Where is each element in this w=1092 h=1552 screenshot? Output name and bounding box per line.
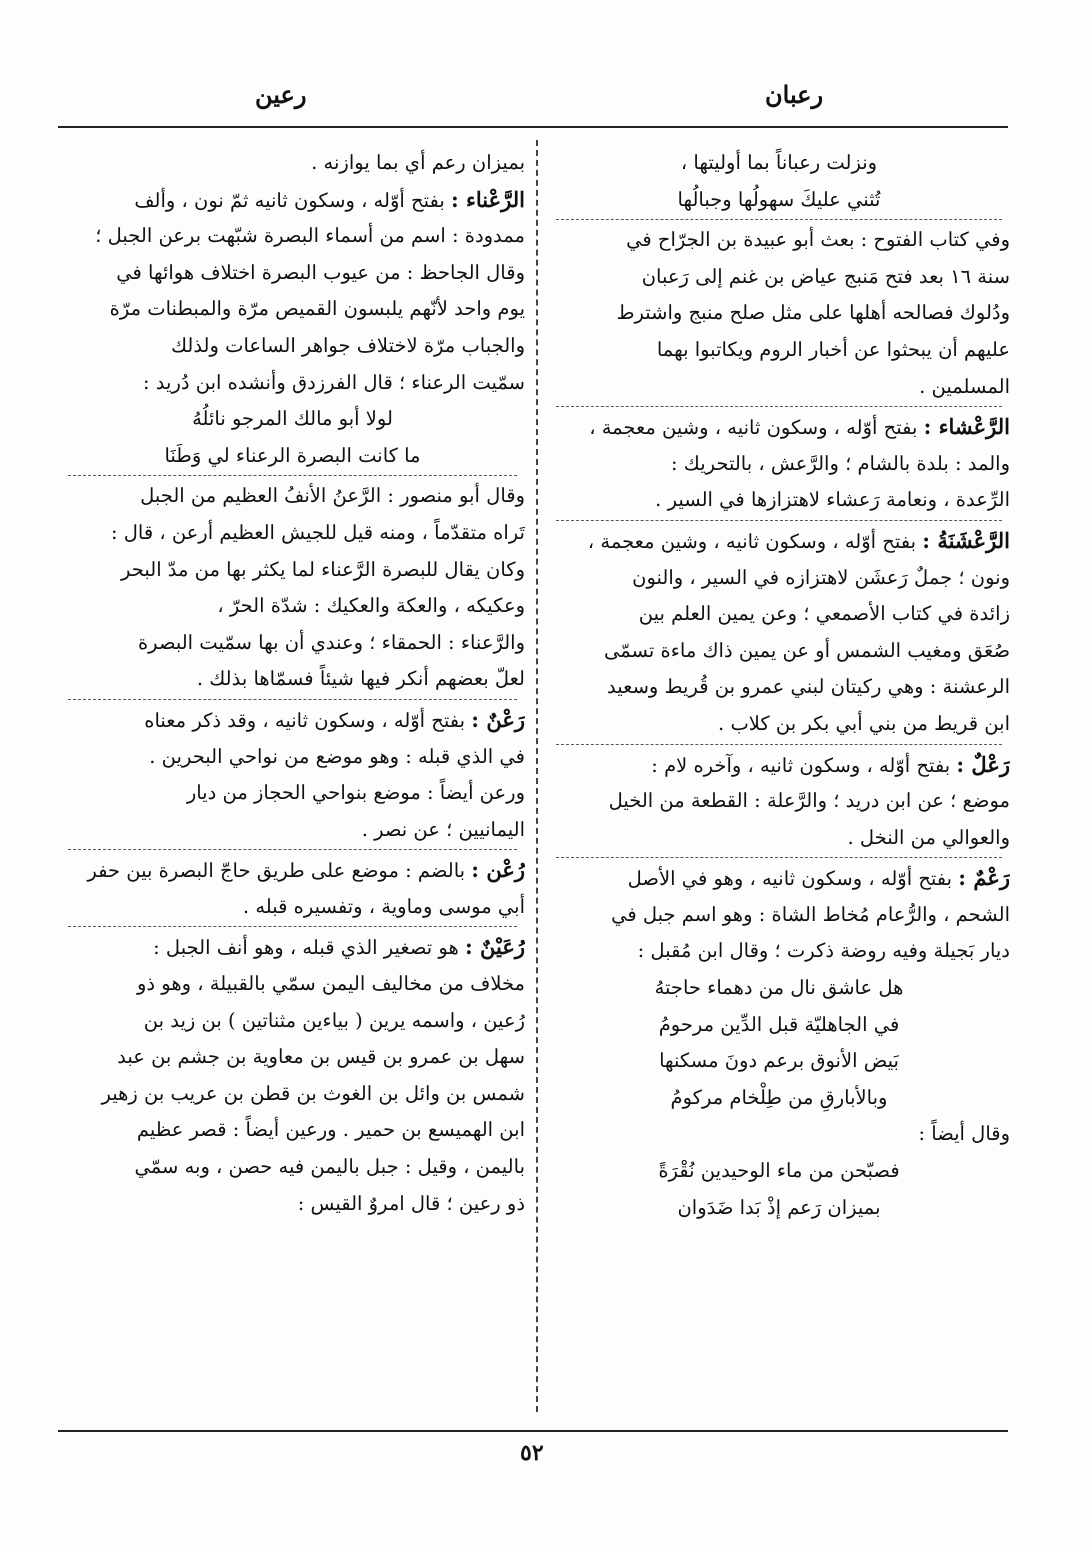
entry-separator — [556, 857, 1002, 858]
text-line: وقال أيضاً : — [918, 1122, 1010, 1146]
text-line: زائدة في كتاب الأصمعي ؛ وعن يمين العلم بين — [638, 602, 1010, 626]
entry-separator — [556, 406, 1002, 407]
text-line: ابن قريط من بني أبي بكر بن كلاب . — [718, 711, 1010, 735]
text-line: اليمانيين ؛ عن نصر . — [361, 817, 525, 841]
verse-line: وبالأبارقِ من طِلْخام مركومُ — [670, 1085, 888, 1109]
headword: الرَّعْناء : — [450, 186, 525, 212]
entry-raan: رَعْنٌ : بفتح أوّله ، وسكون ثانيه ، وقد ذكر معناه — [144, 706, 525, 732]
entry-raasha: الرَّعْشاء : بفتح أوّله ، وسكون ثانيه ، وشين معجمة ، — [589, 414, 1010, 440]
text-line: وكان يقال للبصرة الرَّعناء لما يكثر بها من مدّ البحر — [121, 557, 525, 581]
entry-separator — [556, 520, 1002, 521]
verse-line: ما كانت البصرة الرعناء لي وَطَنَا — [164, 443, 421, 467]
text-line: رُعين ، واسمه يرين ( بياءين مثناتين ) بن زيد بن — [143, 1008, 525, 1032]
header-rule — [58, 126, 1008, 128]
text-line: أبي موسى وماوية ، وتفسيره قبله . — [242, 894, 525, 918]
verse-line: تُثني عليكَ سهولُها وجبالُها — [677, 187, 881, 211]
text-line: سهل بن عمرو بن قيس بن معاوية بن جشم بن عبد — [117, 1045, 525, 1069]
verse-line: فصبّحن من ماء الوحيدين نُقْرَةً — [658, 1159, 900, 1183]
text-line: والمد : بلدة بالشام ؛ والرَّعش ، بالتحريك : — [671, 451, 1010, 475]
entry-raana: الرَّعْناء : بفتح أوّله ، وسكون ثانيه ثمّ نون ، وألف — [134, 186, 525, 212]
page-number: ٥٢ — [520, 1440, 544, 1466]
text-line: ونون ؛ جملٌ رَعشَن لاهتزازه في السير ، والنون — [632, 565, 1010, 589]
entry-separator — [556, 744, 1002, 745]
headword: رَعْمٌ : — [958, 865, 1010, 891]
text-line: ابن الهميسع بن حمير . ورعين أيضاً : قصر عظيم — [136, 1118, 525, 1142]
verse-line: بَيض الأنوق برعم دونَ مسكنها — [659, 1049, 899, 1073]
text-line: لعلّ بعضهم أنكر فيها شيئاً فسمّاها بذلك . — [196, 667, 525, 691]
text-line: والعوالي من النخل . — [847, 825, 1010, 849]
left-column — [60, 145, 525, 1222]
verse-line: ونزلت رعباناً بما أوليتها ، — [680, 151, 878, 174]
headword: رُعْن : — [471, 857, 525, 883]
headword: الرَّعْشاء : — [923, 414, 1010, 440]
text-line: صُعَق ومغيب الشمس أو عن يمين ذاك ماءة تسمّى — [603, 638, 1010, 662]
entry-separator — [556, 219, 1002, 220]
entry-ruan: رُعْن : بالضم : موضع على طريق حاجّ البصرة بين حفر — [87, 857, 525, 883]
page-header-right-title: رعبان — [765, 80, 824, 109]
text-line: باليمن ، وقيل : جبل باليمن فيه حصن ، وبه سمّي — [134, 1155, 525, 1179]
text-line: عليهم أن يبحثوا عن أخبار الروم ويكاتبوا بهما — [656, 337, 1010, 361]
right-column — [548, 145, 1010, 1226]
verse-line: في الجاهليّة قبل الدِّين مرحومُ — [658, 1012, 900, 1036]
text-line: الرِّعدة ، ونعامة رَعشاء لاهتزازها في السير . — [655, 488, 1010, 512]
text-line: ديار بَجيلة وفيه روضة ذكرت ؛ وقال ابن مُقبل : — [637, 939, 1010, 963]
text-line: الرعشنة : وهي ركيتان لبني عمرو بن قُريط وسعيد — [607, 675, 1010, 699]
text-line: والجباب مرّة لاختلاف جواهر الساعات ولذلك — [170, 333, 525, 357]
text-line: ذو رعين ؛ قال امروٌ القيس : — [297, 1191, 525, 1215]
text-line: موضع ؛ عن ابن دريد ؛ والرَّعلة : القطعة من الخيل — [608, 789, 1010, 813]
text-line: ورعن أيضاً : موضع بنواحي الحجاز من ديار — [186, 781, 525, 805]
entry-raashana: الرَّعْشَنَةُ : بفتح أوّله ، وسكون ثانيه ، وشين معجمة ، — [587, 527, 1010, 553]
column-divider — [536, 140, 538, 1412]
verse-line: بميزان رَعم إذْ بَدا ضَدَوان — [677, 1195, 881, 1219]
entry-separator — [68, 926, 517, 927]
headword: الرَّعْشَنَةُ : — [922, 527, 1010, 553]
text-line: وقال الجاحظ : من عيوب البصرة اختلاف هوائها في — [116, 260, 525, 284]
text-line: الشحم ، والرُّعام مُخاط الشاة : وهو اسم جبل في — [611, 902, 1010, 926]
text-line: بميزان رعم أي بما يوازنه . — [311, 151, 525, 174]
entry-separator — [68, 699, 517, 700]
text-line: سمّيت الرعناء ؛ قال الفرزدق وأنشده ابن دُريد : — [143, 370, 525, 394]
text-line: مخلاف من مخاليف اليمن سمّي بالقبيلة ، وهو ذو — [137, 972, 525, 996]
text-line: يوم واحد لأنّهم يلبسون القميص مرّة والمبطنات مرّة — [109, 297, 525, 321]
text-line: وقال أبو منصور : الرَّعنُ الأنفُ العظيم من الجبل — [140, 484, 525, 508]
headword: رَعْنٌ : — [471, 706, 525, 732]
verse-line: هل عاشق نال من دهماء حاجتهُ — [654, 976, 904, 1000]
text-line: ودُلوك فصالحه أهلها على مثل صلح منبج واشترط — [616, 301, 1010, 325]
text-line: سنة ١٦ بعد فتح مَنبج عياض بن غنم إلى رَعبان — [641, 264, 1010, 288]
text-line: المسلمين . — [919, 374, 1010, 398]
text-line: تَراه متقدّماً ، ومنه قيل للجيش العظيم أرعن ، قال : — [110, 520, 525, 544]
page-header-left-title: رعين — [255, 80, 307, 109]
verse-line: لولا أبو مالك المرجو نائلُهُ — [192, 407, 393, 431]
entry-raal: رَعْلٌ : بفتح أوّله ، وسكون ثانيه ، وآخره لام : — [651, 751, 1010, 777]
text-line: ممدودة : اسم من أسماء البصرة شبّهت برعن الجبل ؛ — [95, 224, 525, 248]
text-line: وفي كتاب الفتوح : بعث أبو عبيدة بن الجرّاح في — [626, 228, 1010, 252]
text-line: وعكيكه ، والعكة والعكيك : شدّة الحرّ ، — [217, 594, 525, 618]
text-line: والرَّعناء : الحمقاء ؛ وعندي أن بها سمّيت البصرة — [137, 630, 525, 654]
text-line: شمس بن وائل بن الغوث بن قطن بن عريب بن زهير — [101, 1081, 525, 1105]
headword: رُعَيْنٌ : — [464, 934, 525, 960]
entry-separator — [68, 849, 517, 850]
entry-raam: رَعْمٌ : بفتح أوّله ، وسكون ثانيه ، وهو في الأصل — [627, 865, 1010, 891]
headword: رَعْلٌ : — [956, 751, 1010, 777]
entry-ruayn: رُعَيْنٌ : هو تصغير الذي قبله ، وهو أنف الجبل : — [153, 934, 525, 960]
entry-separator — [68, 475, 517, 476]
text-line: في الذي قبله : وهو موضع من نواحي البحرين . — [149, 744, 525, 768]
footer-rule — [58, 1430, 1008, 1432]
